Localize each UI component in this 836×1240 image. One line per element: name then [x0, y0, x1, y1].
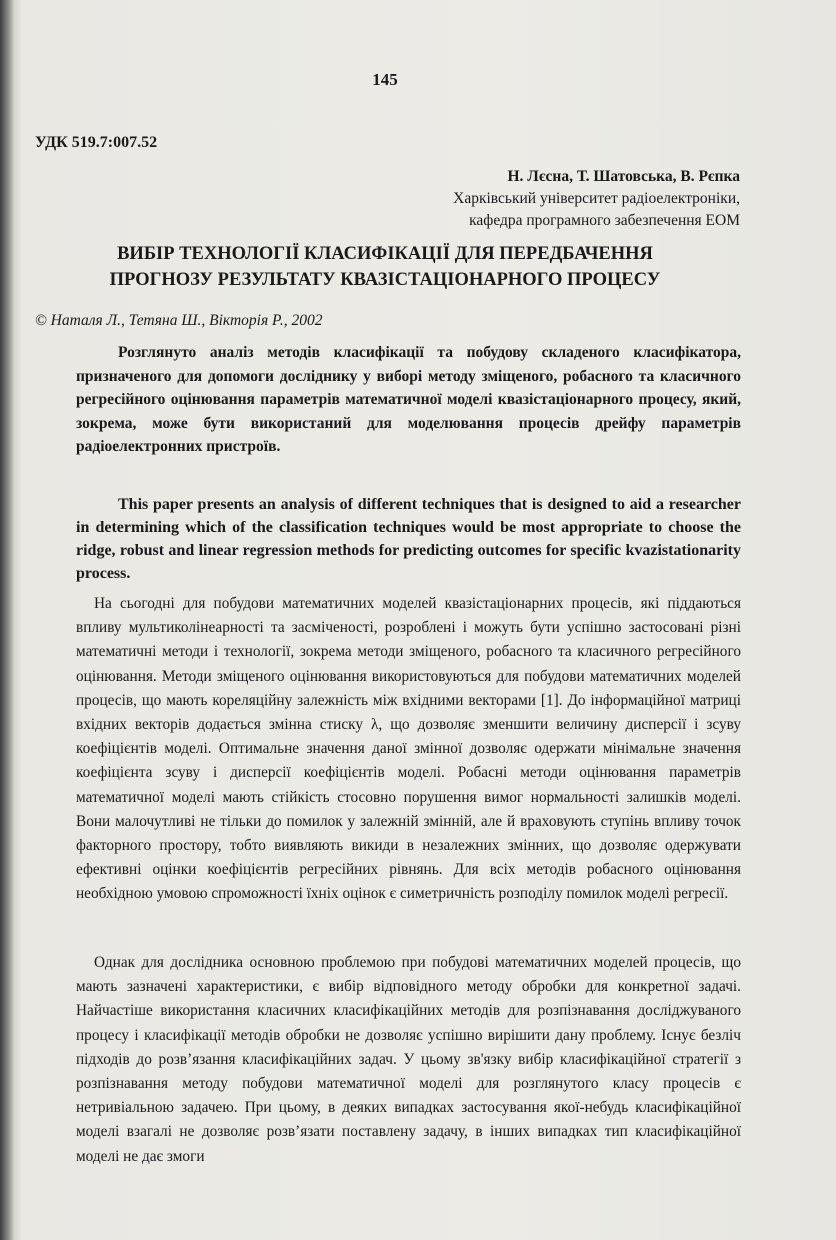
- body-paragraph-2: Однак для дослідника основною проблемою при побудові математичних моделей процесів, що мають зазначені характеристики, є вибір відповідного методу обробки для конкретної задачі. Найчастіше використання класичних класифікаційних методів для розпізнавання досліджуваного процесу і класифікації методів обробки не дозволяє успішно вирішити дану проблему. Існує безліч підходів до розв’язання класифікаційних задач. У цьому зв'язку вибір класифікаційної стратегії з розпізнавання методу побудови математичної моделі для розглянутого класу процесів є нетривіальною задачею. При цьому, в деяких випадках застосування якої-небудь класифікаційної моделі взагалі не дозволяє розв’язати поставлену задачу, в інших випадках тип класифікаційної моделі не дає змоги: [76, 954, 741, 1165]
- author-block: [453, 166, 740, 232]
- binding-shadow: [0, 0, 14, 1240]
- udc-code: УДК 519.7:007.52: [35, 134, 158, 151]
- affiliation-line-1: Харківський університет радіоелектроніки,: [453, 190, 740, 207]
- copyright-line: © Наталя Л., Тетяна Ш., Вікторія Р., 2002: [35, 312, 323, 329]
- body-paragraph-1: На сьогодні для побудови математичних моделей квазістаціонарних процесів, які піддаються впливу мультиколінеарності та засміченості, розроблені і можуть бути успішно застосовані різні математичні методи і технології, зокрема методи зміщеного, робасного та класичного регресійного оцінювання. Методи зміщеного оцінювання використовуються для побудови математичних моделей процесів, що мають кореляційну залежність між вхідними векторами [1]. До інформаційної матриці вхідних векторів додається змінна стиску λ, що дозволяє зменшити величину дисперсії і зсуву коефіцієнтів моделі. Оптимальне значення даної змінної дозволяє одержати мінімальне значення коефіцієнта зсуву і дисперсії коефіцієнтів моделі. Робасні методи оцінювання параметрів математичної моделі мають стійкість стосовно порушення вимог нормальності залишків моделі. Вони малочутливі не тільки до помилок у залежній змінній, але й враховують ступінь впливу точок факторного простору, тобто виявляють викиди в незалежних змінних, що дозволяє одержувати ефективні оцінки коефіцієнтів регресійних рівнянь. Для всіх методів робасного оцінювання необхідною умовою спроможності їхніх оцінок є симетричність розподілу помилок моделі регресії.: [76, 595, 741, 903]
- title-line-1: ВИБІР ТЕХНОЛОГІЇ КЛАСИФІКАЦІЇ ДЛЯ ПЕРЕДБАЧЕННЯ: [117, 244, 653, 264]
- page-number: 145: [372, 70, 398, 89]
- affiliation-line-2: кафедра програмного забезпечення ЕОМ: [469, 212, 740, 229]
- title-line-2: ПРОГНОЗУ РЕЗУЛЬТАТУ КВАЗІСТАЦІОНАРНОГО ПРОЦЕСУ: [109, 270, 661, 290]
- abstract-english: This paper presents an analysis of different techniques that is designed to aid a researcher in determining which of the classification techniques would be most appropriate to choose the ridge, robust and linear regression methods for predicting outcomes for specific kvazistationarity process.: [76, 496, 741, 582]
- author-names: Н. Лєсна, Т. Шатовська, В. Рєпка: [507, 168, 740, 185]
- paper-title: [0, 241, 770, 293]
- abstract-ukrainian: Розглянуто аналіз методів класифікації та побудову складеного класифікатора, призначеного для допомоги досліднику у виборі методу зміщеного, робасного та класичного регресійного оцінювання параметрів математичної моделі квазістаціонарного процесу, який, зокрема, може бути використаний для моделювання процесів дрейфу параметрів радіоелектронних пристроїв.: [76, 344, 741, 455]
